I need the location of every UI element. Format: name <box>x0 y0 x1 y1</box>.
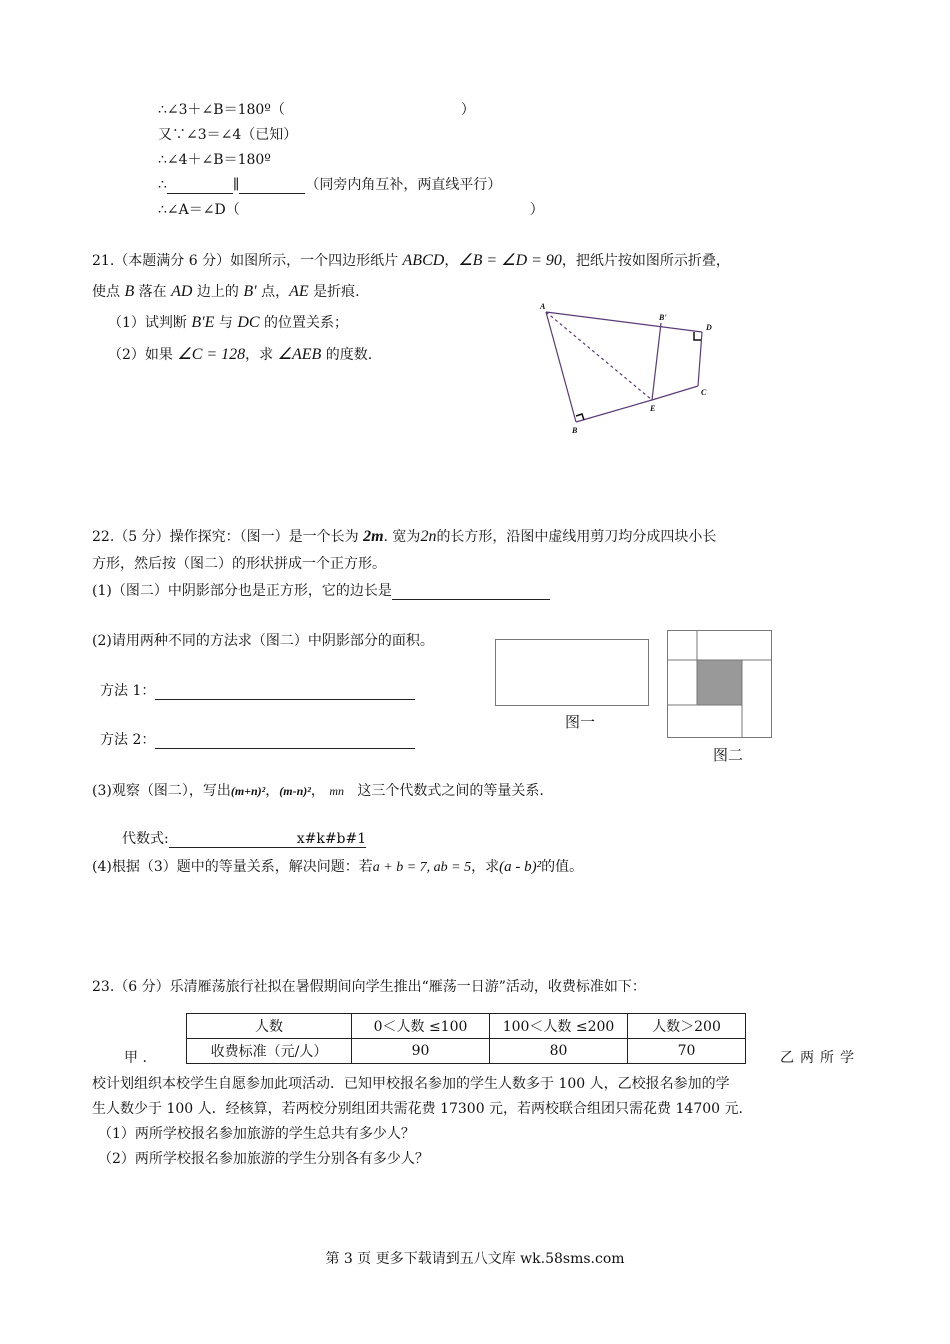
q21-fold-figure <box>530 298 730 440</box>
q21-p1-d: DC <box>237 314 260 331</box>
proof-line-5-text: ∴∠A＝∠D（ <box>158 202 240 218</box>
label-D: D <box>706 323 712 332</box>
figure-2-caption: 图二 <box>713 746 744 764</box>
row-cell: 收费标准（元/人） <box>187 1039 352 1064</box>
q22-part-4 <box>92 856 583 876</box>
method-1-blank[interactable] <box>155 685 415 700</box>
q21-line-1 <box>92 250 730 270</box>
q22-method-1 <box>100 680 415 700</box>
expr-m-minus-n-squared: (m-n)² <box>279 784 311 798</box>
proof-line-4-reason: （同旁内角互补，两直线平行） <box>305 177 502 193</box>
q21-l2-b: B <box>124 283 135 300</box>
q21-l2-a: 使点 <box>92 284 125 300</box>
q21-l2-e: 边上的 <box>192 284 244 300</box>
q21-p1-e: 的位置关系； <box>259 315 348 331</box>
q21-part-1 <box>108 312 348 332</box>
label-E: E <box>650 404 656 413</box>
figure-1-rectangle <box>495 639 649 706</box>
q22-method-2 <box>100 729 415 749</box>
q21-l2-d: AD <box>171 283 193 300</box>
row-cell: 80 <box>490 1039 628 1064</box>
proof-line-3: ∴∠4＋∠B＝180º <box>158 152 271 168</box>
proof-line-5 <box>158 199 544 219</box>
q22-l1-b: 2m <box>363 528 384 545</box>
proof-line-5-close: ） <box>529 202 544 218</box>
blank-line-1[interactable] <box>167 179 233 194</box>
q21-angle-condition: ∠B = ∠D = 90 <box>458 252 562 269</box>
edge-BE <box>576 400 652 422</box>
q21-l2-g: 点， <box>256 284 290 300</box>
q21-p1-c: 与 <box>214 315 238 331</box>
q21-p1-b: B′E <box>191 314 215 331</box>
fee-table-row <box>187 1039 746 1064</box>
q22-part-2: (2)请用两种不同的方法求（图二）中阴影部分的面积。 <box>92 633 434 649</box>
proof-line-1 <box>158 99 475 119</box>
q21-intro: 21.（本题满分 6 分）如图所示，一个四边形纸片 <box>92 253 403 269</box>
condition-expression: a + b = 7, ab = 5 <box>372 860 472 875</box>
q21-comma: ， <box>444 253 459 269</box>
method-2-blank[interactable] <box>155 734 415 749</box>
q21-quad-name: ABCD <box>402 252 445 269</box>
proof-line-4 <box>158 174 501 194</box>
q21-fold-text: ，把纸片按如图所示折叠， <box>561 253 730 269</box>
row-cell: 90 <box>352 1039 490 1064</box>
q21-l2-h: AE <box>289 283 309 300</box>
q21-p2-c: ，求 <box>245 347 278 363</box>
proof-line-2: 又∵∠3＝∠4（已知） <box>158 127 298 143</box>
proof-line-1-text: ∴∠3＋∠B＝180º（ <box>158 102 285 118</box>
q22-line-1 <box>92 526 716 546</box>
figure-1-caption: 图一 <box>565 713 596 731</box>
edge-AD <box>546 312 702 332</box>
q21-part-2 <box>108 344 372 364</box>
expression-blank[interactable] <box>169 833 297 848</box>
fee-table <box>186 1013 746 1064</box>
proof-line-1-close: ） <box>460 102 475 118</box>
q22-l1-c: . 宽为 <box>383 529 421 545</box>
q22-p4-e: 的值。 <box>541 859 584 875</box>
q21-l2-c: 落在 <box>134 284 172 300</box>
q23-line-3: 校计划组织本校学生自愿参加此项活动．已知甲校报名参加的学生人数多于 100 人，乙校报名参加的学 <box>92 1076 730 1092</box>
row-cell: 70 <box>628 1039 746 1064</box>
q22-p3-g: 这三个代数式之间的等量关系. <box>357 783 544 799</box>
edge-BpE <box>652 323 661 400</box>
q21-p2-b: ∠C = 128 <box>177 346 246 363</box>
expression-label: 代数式: <box>122 831 169 847</box>
header-cell: 100＜人数 ≤200 <box>490 1014 628 1039</box>
label-A: A <box>540 302 546 311</box>
q23-part-2: （2）两所学校报名参加旅游的学生分别各有多少人？ <box>98 1151 429 1167</box>
header-cell: 人数＞200 <box>628 1014 746 1039</box>
q23-jia: 甲 . <box>124 1050 147 1066</box>
right-angle-mark-D <box>694 332 701 340</box>
q21-p2-d: ∠AEB <box>277 346 322 363</box>
fig2-shaded-square <box>697 660 742 705</box>
parallel-symbol: ∥ <box>232 177 240 193</box>
q22-p3-c: ， <box>265 783 280 799</box>
q21-p2-e: 的度数. <box>321 347 373 363</box>
fold-line-AE <box>546 312 652 400</box>
q22-l1-e: 的长方形，沿图中虚线用剪刀均分成四块小长 <box>436 529 717 545</box>
q23-line-4: 生人数少于 100 人．经核算，若两校分别组团共需花费 17300 元，若两校联合组团只需花费 14700 元. <box>92 1101 743 1117</box>
expr-m-plus-n-squared: (m+n)² <box>230 784 266 798</box>
q22-p4-c: ，求 <box>471 859 500 875</box>
watermark-text: x#k#b#1 <box>296 831 367 847</box>
q21-p2-a: （2）如果 <box>108 347 178 363</box>
q21-l2-f: B′ <box>243 283 257 300</box>
target-expression: (a - b)² <box>499 859 542 875</box>
q22-p1-answer-blank[interactable] <box>392 585 550 600</box>
q23-part-1: （1）两所学校报名参加旅游的学生总共有多少人？ <box>98 1126 415 1142</box>
fee-table-header-row <box>187 1014 746 1039</box>
q21-line-2 <box>92 281 360 301</box>
q22-part-3 <box>92 780 544 800</box>
q21-p1-a: （1）试判断 <box>108 315 192 331</box>
q23-line-1: 23.（6 分）乐清雁荡旅行社拟在暑假期间向学生推出“雁荡一日游”活动，收费标准如下： <box>92 979 646 995</box>
label-Bprime: B' <box>659 313 667 322</box>
blank-line-2[interactable] <box>239 179 305 194</box>
page-footer: 第 3 页 更多下载请到五八文库 wk.58sms.com <box>325 1251 625 1267</box>
proof-line-4-prefix: ∴ <box>158 177 167 193</box>
edge-EC <box>652 386 698 400</box>
q22-p4-a: (4)根据（3）题中的等量关系，解决问题：若 <box>92 859 373 875</box>
right-angle-mark-B <box>576 414 584 420</box>
q22-part-1 <box>92 580 550 600</box>
label-B: B <box>572 426 578 435</box>
q22-line-2: 方形，然后按（图二）的形状拼成一个正方形。 <box>92 556 386 572</box>
header-cell: 人数 <box>187 1014 352 1039</box>
label-C: C <box>701 388 707 397</box>
q22-p1-text: (1)（图二）中阴影部分也是正方形，它的边长是 <box>92 583 392 599</box>
figure-2-square <box>667 630 773 738</box>
q23-yi: 乙两所学 <box>780 1050 860 1066</box>
header-cell: 0＜人数 ≤100 <box>352 1014 490 1039</box>
q22-l1-d: 2n <box>420 528 437 545</box>
method-1-label: 方法 1： <box>100 683 156 699</box>
q22-p3-e: ， <box>310 783 325 799</box>
edge-AB <box>546 312 576 422</box>
q22-l1-a: 22.（5 分）操作探究：（图一）是一个长为 <box>92 529 364 545</box>
q22-p3-a: (3)观察（图二），写出 <box>92 783 231 799</box>
expr-mn: mn <box>329 784 344 798</box>
q22-expression-row <box>122 828 366 848</box>
method-2-label: 方法 2： <box>100 732 156 748</box>
q21-l2-i: 是折痕. <box>308 284 360 300</box>
